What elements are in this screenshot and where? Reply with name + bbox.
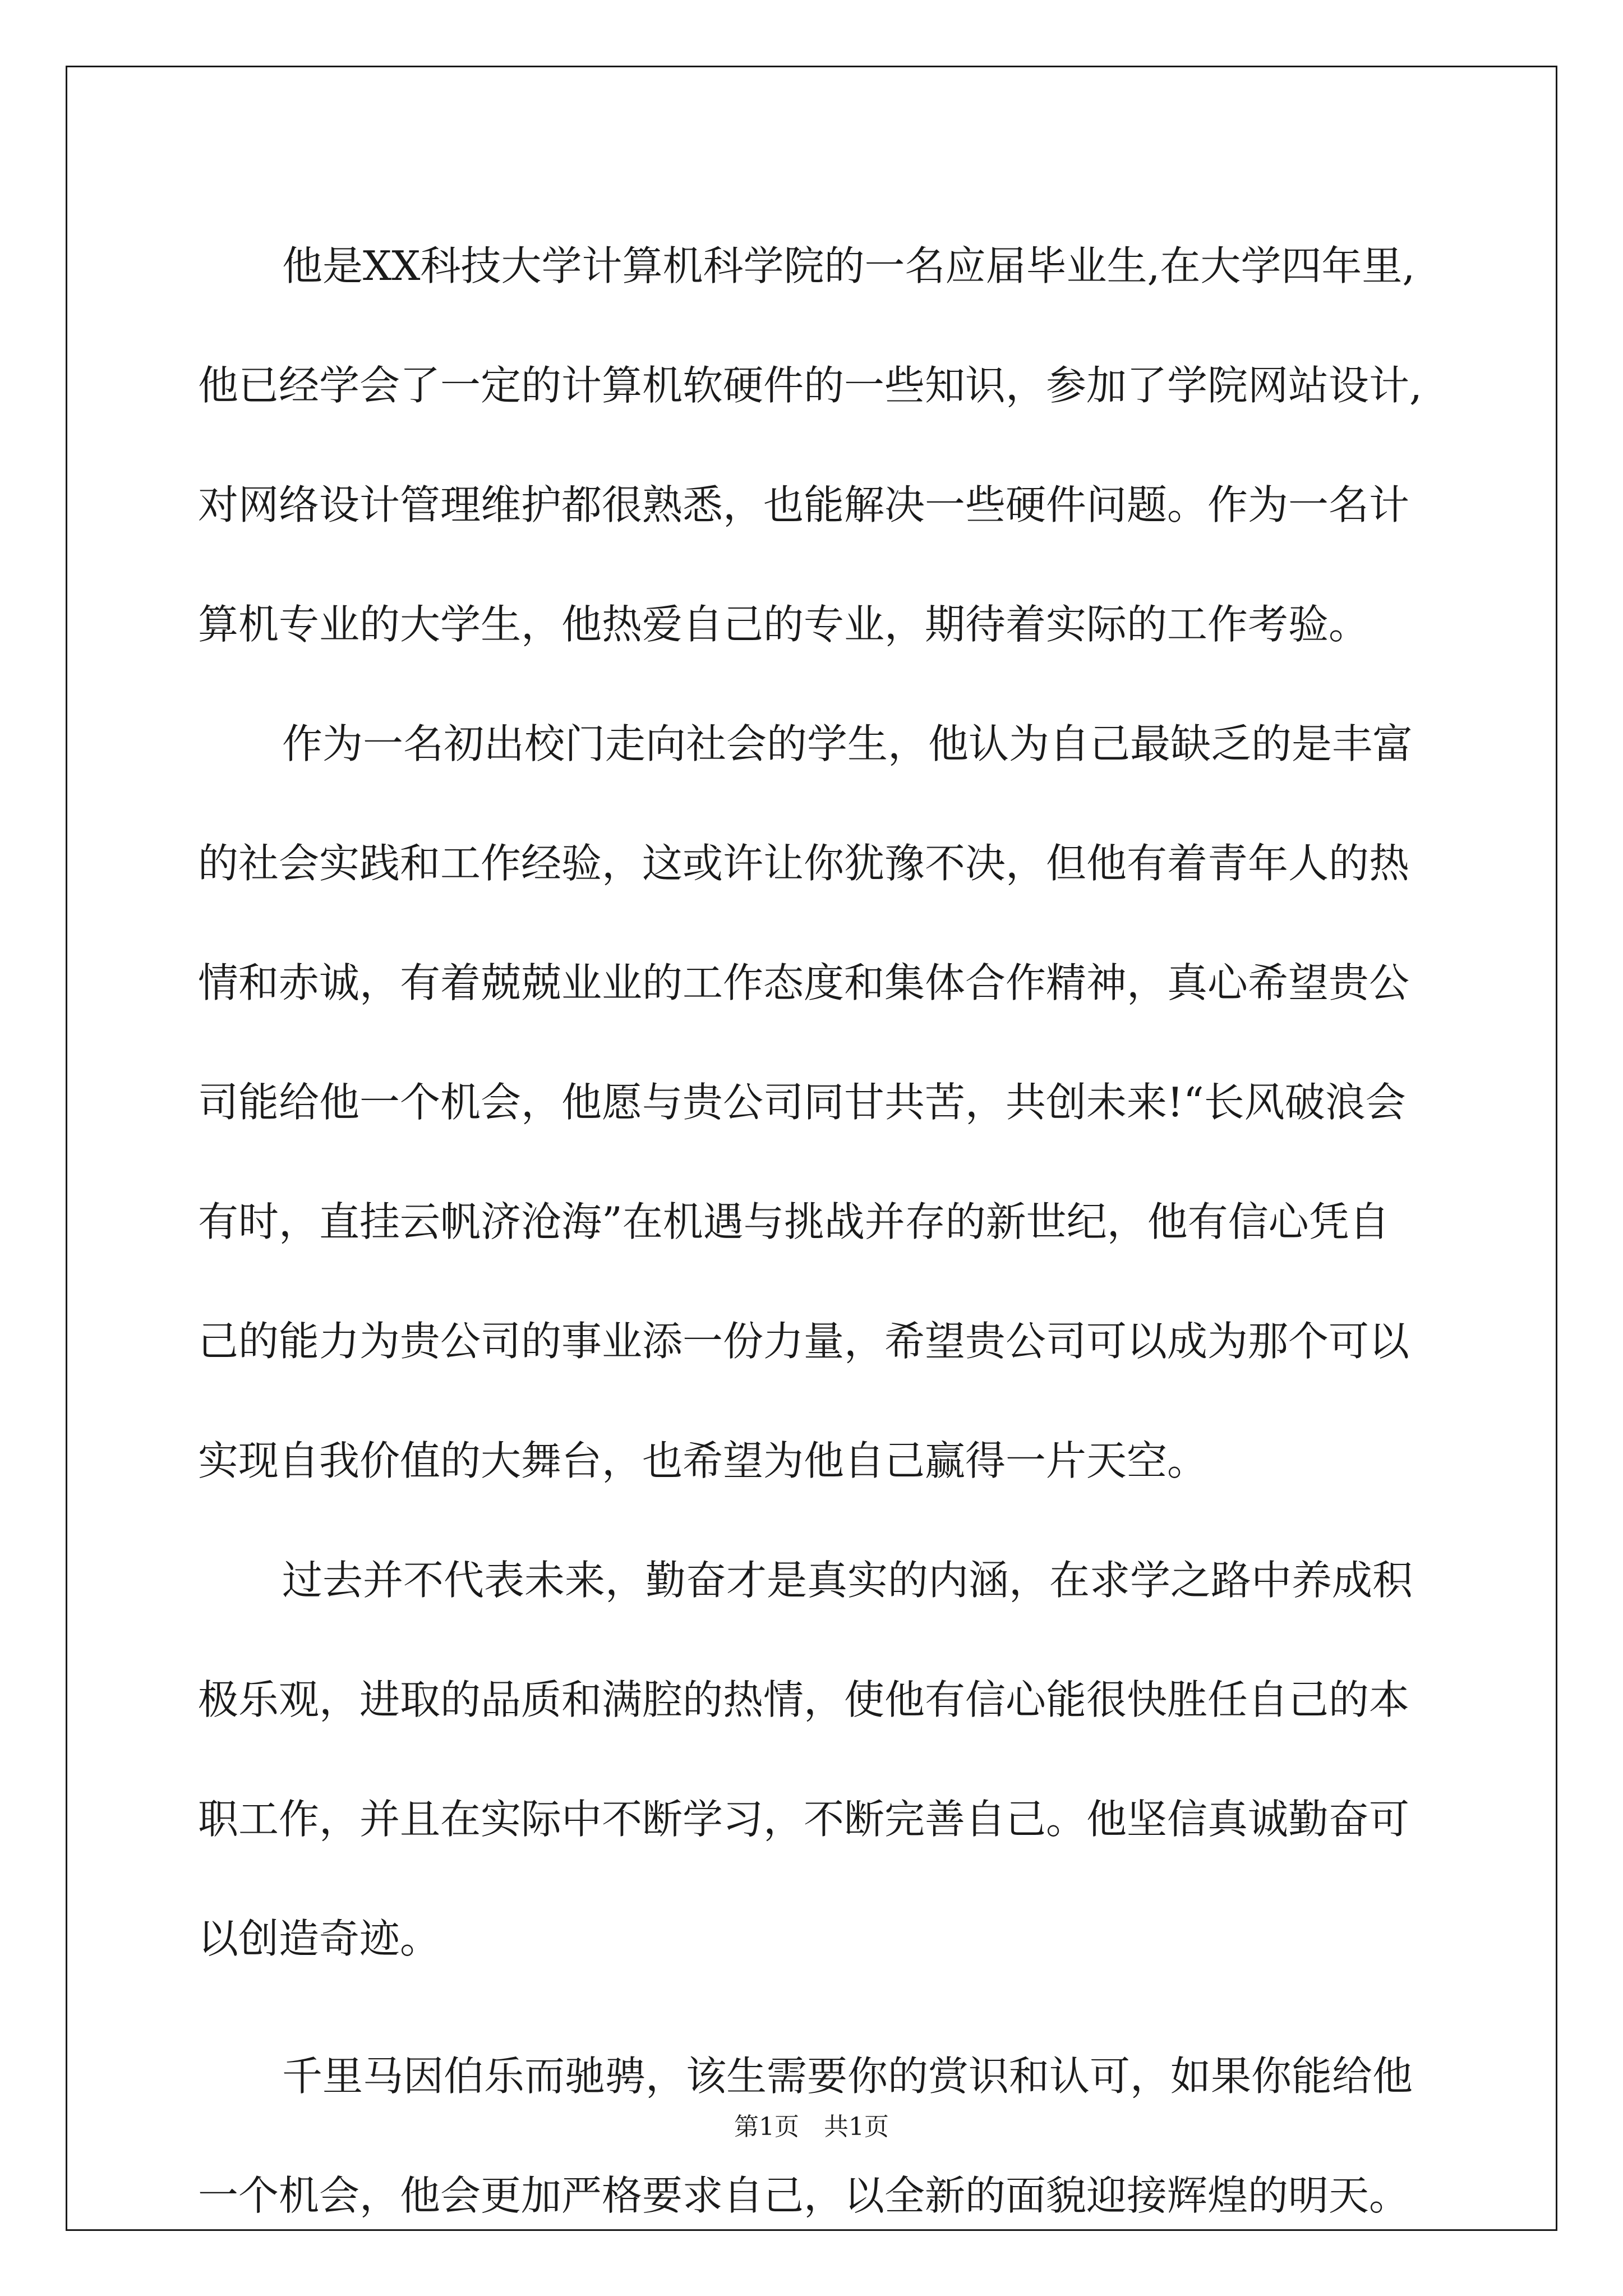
paragraph-2-line-7: 实现自我价值的大舞台，也希望为他自己赢得一片天空。: [198, 1437, 1208, 1484]
paragraph-3-line-2: 极乐观，进取的品质和满腔的热情，使他有信心能很快胜任自己的本: [198, 1676, 1410, 1723]
paragraph-spacer: [198, 1999, 1432, 2017]
paragraph-2-line-1: 作为一名初出校门走向社会的学生，他认为自己最缺乏的是丰富: [282, 720, 1413, 767]
paragraph-1-line-3: 对网络设计管理维护都很熟悉，也能解决一些硬件问题。作为一名计: [198, 481, 1410, 528]
paragraph-4-line-1: 千里马因伯乐而驰骋，该生需要你的赏识和认可，如果你能给他: [282, 2053, 1413, 2100]
paragraph-3-line-1: 过去并不代表未来，勤奋才是真实的内涵，在求学之路中养成积: [282, 1557, 1413, 1604]
paragraph-2-line-2: 的社会实践和工作经验，这或许让你犹豫不决，但他有着青年人的热: [198, 840, 1410, 887]
paragraph-2-line-3: 情和赤诚，有着兢兢业业的工作态度和集体合作精神，真心希望贵公: [198, 959, 1410, 1006]
paragraph-2-line-4: 司能给他一个机会，他愿与贵公司同甘共苦，共创未来!“长风破浪会: [198, 1079, 1406, 1126]
paragraph-4-line-2: 一个机会，他会更加严格要求自己，以全新的面貌迎接辉煌的明天。: [198, 2172, 1410, 2219]
paragraph-1-line-2: 他已经学会了一定的计算机软硬件的一些知识，参加了学院网站设计,: [198, 362, 1422, 409]
document-body: [198, 206, 1432, 2256]
paragraph-3-line-4: 以创造奇迹。: [198, 1915, 441, 1962]
paragraph-2-line-6: 己的能力为贵公司的事业添一份力量，希望贵公司可以成为那个可以: [198, 1318, 1410, 1365]
paragraph-2-line-5: 有时，直挂云帆济沧海”在机遇与挑战并存的新世纪，他有信心凭自: [198, 1198, 1390, 1245]
paragraph-3-line-3: 职工作，并且在实际中不断学习，不断完善自己。他坚信真诚勤奋可: [198, 1796, 1410, 1843]
page-number-footer: 第1页 共1页: [734, 2113, 889, 2141]
paragraph-1-line-4: 算机专业的大学生，他热爱自己的专业，期待着实际的工作考验。: [198, 601, 1370, 648]
paragraph-1-line-1: 他是XX科技大学计算机科学院的一名应届毕业生,在大学四年里,: [282, 242, 1415, 289]
